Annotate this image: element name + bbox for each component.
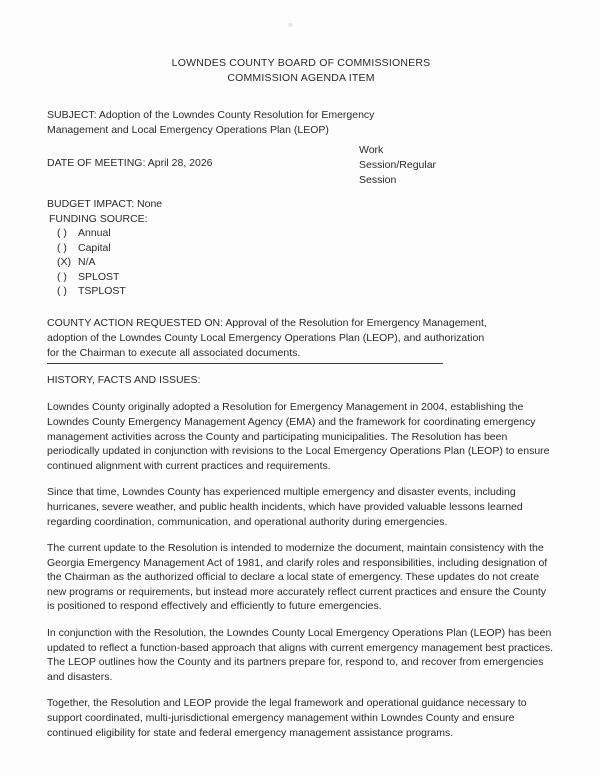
subject-line: SUBJECT: Adoption of the Lowndes County Resolution for Emergency Management and Local Emergency Operations Plan (LEOP) [47, 109, 375, 136]
meeting-info-block [47, 143, 555, 195]
budget-impact: BUDGET IMPACT: None [47, 198, 163, 210]
funding-option-label: Annual [78, 227, 111, 239]
funding-option-capital [57, 241, 555, 256]
document-title: LOWNDES COUNTY BOARD OF COMMISSIONERS [171, 57, 431, 69]
funding-option-label: Capital [78, 241, 111, 254]
date-of-meeting: DATE OF MEETING: April 28, 2026 [47, 157, 213, 169]
county-action-requested: COUNTY ACTION REQUESTED ON: Approval of the Resolution for Emergency Management, adoption of the Lowndes County Local Emergency Operations Plan (LEOP), and authorization for the Chairman to execute all associated documents. [47, 316, 487, 359]
funding-option-splost [57, 270, 555, 285]
session-type: Work Session/Regular Session [359, 144, 437, 186]
checkbox-mark-checked: (X) [57, 256, 71, 269]
history-paragraph-3: The current update to the Resolution is intended to modernize the document, maintain consistency with the Georgia Emergency Management Act of 1981, and clarify roles and responsibilities, including designation of the Chairman as the authorized official to declare a local state of emergency. These updates do not create new programs or requirements, but instead more accurately reflect current practices and ensure the County is positioned to respond effectively and efficiently to future emergencies. [47, 542, 548, 613]
funding-option-annual [57, 226, 555, 241]
scan-artifact [288, 23, 293, 27]
funding-option-label: TSPLOST [78, 285, 126, 298]
checkbox-mark: ( ) [57, 270, 67, 283]
funding-source-label: FUNDING SOURCE: [49, 212, 148, 225]
document-header [47, 56, 555, 86]
history-paragraph-5: Together, the Resolution and LEOP provide the legal framework and operational guidance necessary to support coordinated, multi-jurisdictional emergency management within Lowndes County and ensure continued eligibility for state and federal emergency management assistance programs. [47, 697, 527, 739]
funding-option-na [57, 255, 555, 270]
funding-option-tsplost [57, 284, 555, 299]
checkbox-mark: ( ) [57, 285, 67, 298]
checkbox-mark: ( ) [57, 241, 67, 254]
funding-option-label: SPLOST [78, 270, 120, 283]
history-paragraph-2: Since that time, Lowndes County has experienced multiple emergency and disaster events, including hurricanes, severe weather, and public health incidents, which have provided valuable lessons learned regarding coordination, communication, and operational authority during emergencies. [47, 486, 523, 528]
document-subtitle: COMMISSION AGENDA ITEM [227, 72, 375, 84]
checkbox-mark: ( ) [57, 227, 67, 239]
funding-option-label: N/A [78, 256, 96, 269]
divider-line [47, 363, 443, 364]
history-facts-issues-heading: HISTORY, FACTS AND ISSUES: [47, 374, 201, 387]
history-paragraph-4: In conjunction with the Resolution, the Lowndes County Local Emergency Operations Plan (LEOP) has been updated to reflect a function-based approach that aligns with current emergency management best practices. The LEOP outlines how the County and its partners prepare for, respond to, and recover from emergencies and disasters. [47, 627, 554, 683]
funding-options-list [57, 226, 555, 299]
history-paragraph-1: Lowndes County originally adopted a Resolution for Emergency Management in 2004, establishing the Lowndes County Emergency Management Agency (EMA) and the framework for coordinating emergency management activities across the County and participating municipalities. The Resolution has been periodically updated in conjunction with revisions to the Local Emergency Operations Plan (LEOP) to ensure continued alignment with current practices and requirements. [47, 401, 550, 472]
